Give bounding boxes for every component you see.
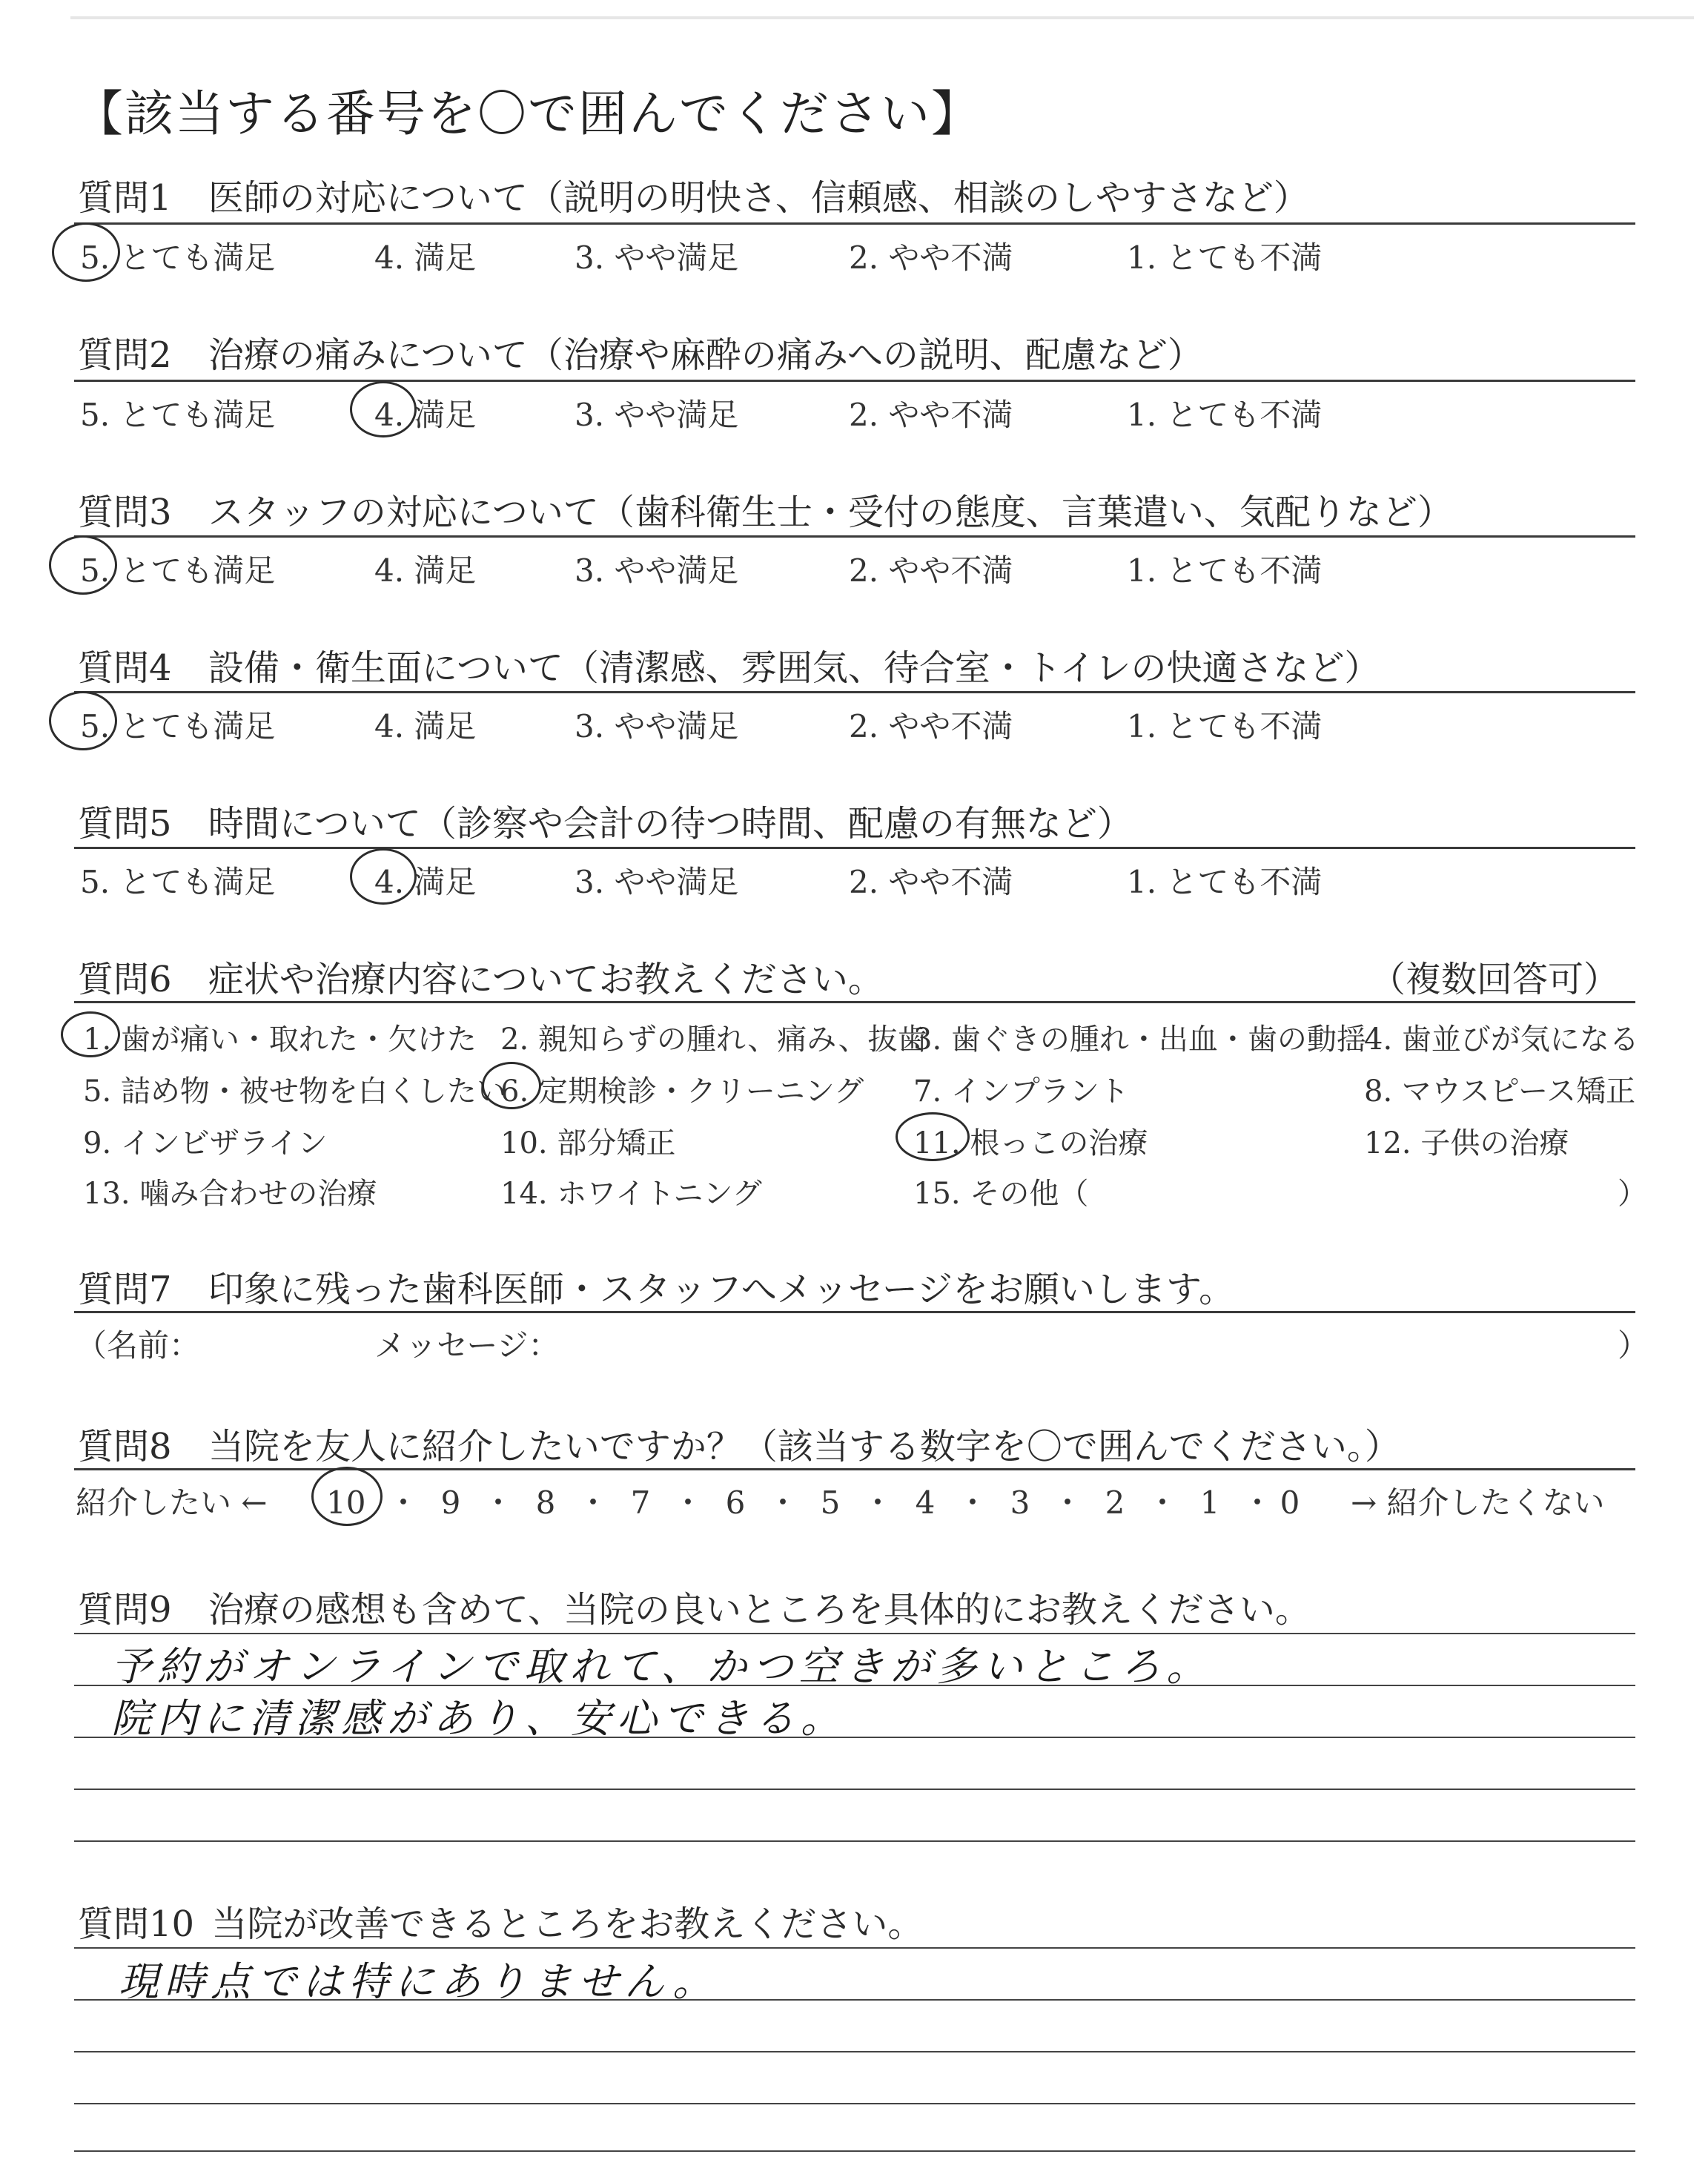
question-6-rule	[74, 1001, 1635, 1003]
q4-option-3[interactable]: 3. やや満足	[575, 708, 739, 744]
scan-top-edge	[70, 16, 1694, 19]
q8-scale	[326, 1479, 1320, 1523]
q7-name-label: （名前：	[76, 1327, 201, 1364]
q8-sep: ・	[577, 1484, 609, 1521]
q4-option-2[interactable]: 2. やや不満	[849, 708, 1013, 744]
q6-item-15[interactable]: 15. その他（	[913, 1177, 1089, 1211]
question-5-label: 質問5	[78, 803, 172, 845]
question-1-text: 医師の対応について（説明の明快さ、信頼感、相談のしやすさなど）	[208, 177, 1309, 219]
q2-option-3[interactable]: 3. やや満足	[575, 397, 739, 433]
q8-score-10[interactable]: 10	[326, 1484, 366, 1521]
q8-sep: ・	[956, 1484, 988, 1521]
question-7-rule	[74, 1311, 1635, 1313]
q8-score-7[interactable]: 7	[630, 1484, 651, 1521]
q6-item-6[interactable]: 6. 定期検診・クリーニング	[500, 1074, 864, 1109]
question-5-heading	[78, 795, 1133, 846]
q6-item-7[interactable]: 7. インプラント	[913, 1074, 1129, 1109]
q6-item-11[interactable]: 11. 根っこの治療	[913, 1126, 1148, 1160]
q1-option-3[interactable]: 3. やや満足	[575, 240, 739, 276]
q6-item-10[interactable]: 10. 部分矯正	[500, 1126, 676, 1160]
question-4-text: 設備・衛生面について（清潔感、雰囲気、待合室・トイレの快適さなど）	[208, 647, 1380, 689]
question-6-heading	[78, 951, 884, 1002]
q8-score-2[interactable]: 2	[1105, 1484, 1125, 1521]
question-9-heading	[78, 1581, 1311, 1632]
question-2-heading	[78, 326, 1203, 377]
q6-item-2[interactable]: 2. 親知らずの腫れ、痛み、抜歯	[500, 1023, 927, 1057]
question-6-text: 症状や治療内容についてお教えください。	[208, 959, 884, 1000]
question-3-label: 質問3	[78, 492, 172, 533]
q6-item-12[interactable]: 12. 子供の治療	[1364, 1126, 1569, 1160]
question-3-rule	[74, 535, 1635, 538]
q9-writing-line-1	[74, 1633, 1635, 1634]
q6-item-13[interactable]: 13. 噛み合わせの治療	[83, 1177, 377, 1211]
q9-answer-line-1: 予約がオンラインで取れて、かつ空きが多いところ。	[111, 1643, 1213, 1690]
question-3-heading	[78, 483, 1453, 535]
q8-sep: ・	[672, 1484, 704, 1521]
question-7-label: 質問7	[78, 1269, 172, 1310]
q3-option-1[interactable]: 1. とても不満	[1127, 552, 1323, 589]
q2-selection-circle	[350, 381, 417, 437]
question-10-text: 当院が改善できるところをお教えください。	[211, 1903, 924, 1945]
question-6-note: （複数回答可）	[1370, 959, 1620, 1000]
q9-writing-line-4	[74, 1789, 1635, 1790]
q1-selection-circle	[52, 222, 120, 282]
question-4-rule	[74, 691, 1635, 693]
question-4-heading	[78, 639, 1380, 690]
q4-option-1[interactable]: 1. とても不満	[1127, 708, 1323, 744]
q1-option-2[interactable]: 2. やや不満	[849, 240, 1013, 276]
page-title: 【該当する番号を〇で囲んでください】	[74, 85, 982, 142]
q10-writing-line-5	[74, 2150, 1635, 2152]
q7-close-paren: ）	[1618, 1327, 1649, 1364]
q3-option-3[interactable]: 3. やや満足	[575, 552, 739, 589]
question-1-heading	[78, 169, 1309, 220]
q6-item-4[interactable]: 4. 歯並びが気になる	[1364, 1023, 1639, 1057]
question-8-label: 質問8	[78, 1426, 172, 1467]
q9-writing-line-5	[74, 1840, 1635, 1842]
q6-item-8[interactable]: 8. マウスピース矯正	[1364, 1074, 1636, 1109]
q8-sep: ・	[482, 1484, 514, 1521]
question-1-label: 質問1	[78, 177, 172, 219]
q8-sep: ・	[1241, 1484, 1273, 1521]
q3-option-2[interactable]: 2. やや不満	[849, 552, 1013, 589]
question-7-text: 印象に残った歯科医師・スタッフへメッセージをお願いします。	[208, 1269, 1235, 1310]
question-1-rule	[74, 222, 1635, 225]
question-2-text: 治療の痛みについて（治療や麻酔の痛みへの説明、配慮など）	[208, 334, 1203, 376]
q5-option-4[interactable]: 4. 満足	[374, 864, 477, 900]
q5-selection-circle	[350, 848, 417, 905]
q10-writing-line-1	[74, 1947, 1635, 1949]
q10-writing-line-4	[74, 2103, 1635, 2104]
question-10-label: 質問10	[78, 1903, 195, 1945]
q1-option-1[interactable]: 1. とても不満	[1127, 240, 1323, 276]
q8-sep: ・	[1146, 1484, 1178, 1521]
q10-answer-line-1: 現時点では特にありません。	[119, 1958, 719, 2005]
question-4-label: 質問4	[78, 647, 172, 689]
q8-selection-circle	[311, 1467, 383, 1526]
q6-item-3[interactable]: 3. 歯ぐきの腫れ・出血・歯の動揺	[913, 1023, 1366, 1057]
q3-option-4[interactable]: 4. 満足	[374, 552, 477, 589]
q5-option-5[interactable]: 5. とても満足	[80, 864, 276, 900]
question-2-rule	[74, 380, 1635, 382]
q4-option-5[interactable]: 5. とても満足	[80, 708, 276, 744]
q6-item-9[interactable]: 9. インビザライン	[83, 1126, 328, 1160]
q8-right-label: → 紹介したくない	[1351, 1484, 1605, 1521]
q4-selection-circle	[49, 691, 117, 750]
q8-score-9[interactable]: 9	[440, 1484, 461, 1521]
q2-option-4[interactable]: 4. 満足	[374, 397, 477, 433]
q8-sep: ・	[861, 1484, 893, 1521]
q1-option-5[interactable]: 5. とても満足	[80, 240, 276, 276]
question-6-label: 質問6	[78, 959, 172, 1000]
q3-selection-circle	[49, 535, 117, 595]
question-5-rule	[74, 847, 1635, 849]
question-10-heading	[78, 1895, 923, 1946]
q8-score-0[interactable]: 0	[1280, 1484, 1300, 1521]
q8-score-6[interactable]: 6	[725, 1484, 746, 1521]
q6-item-14[interactable]: 14. ホワイトニング	[500, 1177, 762, 1211]
q3-option-5[interactable]: 5. とても満足	[80, 552, 276, 589]
q5-option-2[interactable]: 2. やや不満	[849, 864, 1013, 900]
question-8-heading	[78, 1418, 1400, 1469]
q8-score-8[interactable]: 8	[535, 1484, 556, 1521]
q1-option-4[interactable]: 4. 満足	[374, 240, 477, 276]
q8-left-label: 紹介したい ←	[76, 1484, 268, 1521]
question-8-rule	[74, 1468, 1635, 1470]
q6-item-15-close: ）	[1618, 1177, 1647, 1211]
q6-selection-circle-1	[61, 1011, 120, 1057]
q6-item-1[interactable]: 1. 歯が痛い・取れた・欠けた	[83, 1023, 477, 1057]
q8-score-3[interactable]: 3	[1010, 1484, 1030, 1521]
q2-option-1[interactable]: 1. とても不満	[1127, 397, 1323, 433]
question-9-label: 質問9	[78, 1589, 172, 1631]
question-5-text: 時間について（診察や会計の待つ時間、配慮の有無など）	[208, 803, 1133, 845]
q8-sep: ・	[767, 1484, 798, 1521]
q6-selection-circle-6	[482, 1062, 541, 1109]
q2-option-2[interactable]: 2. やや不満	[849, 397, 1013, 433]
q4-option-4[interactable]: 4. 満足	[374, 708, 477, 744]
q8-score-4[interactable]: 4	[915, 1484, 936, 1521]
q9-answer-line-2: 院内に清潔感があり、安心できる。	[111, 1695, 847, 1742]
q8-sep: ・	[1051, 1484, 1083, 1521]
q8-score-5[interactable]: 5	[820, 1484, 841, 1521]
q5-option-3[interactable]: 3. やや満足	[575, 864, 739, 900]
q8-sep: ・	[387, 1484, 419, 1521]
question-3-text: スタッフの対応について（歯科衛生士・受付の態度、言葉遣い、気配りなど）	[208, 492, 1453, 533]
q6-item-5[interactable]: 5. 詰め物・被せ物を白くしたい	[83, 1074, 506, 1109]
q5-option-1[interactable]: 1. とても不満	[1127, 864, 1323, 900]
q6-selection-circle-11	[896, 1112, 970, 1161]
question-7-heading	[78, 1261, 1234, 1312]
q10-writing-line-3	[74, 2051, 1635, 2052]
q2-option-5[interactable]: 5. とても満足	[80, 397, 276, 433]
question-9-text: 治療の感想も含めて、当院の良いところを具体的にお教えください。	[208, 1589, 1311, 1631]
q7-message-label: メッセージ：	[374, 1327, 560, 1364]
q8-score-1[interactable]: 1	[1199, 1484, 1220, 1521]
question-2-label: 質問2	[78, 334, 172, 376]
question-8-text: 当院を友人に紹介したいですか？（該当する数字を〇で囲んでください。）	[208, 1426, 1400, 1467]
